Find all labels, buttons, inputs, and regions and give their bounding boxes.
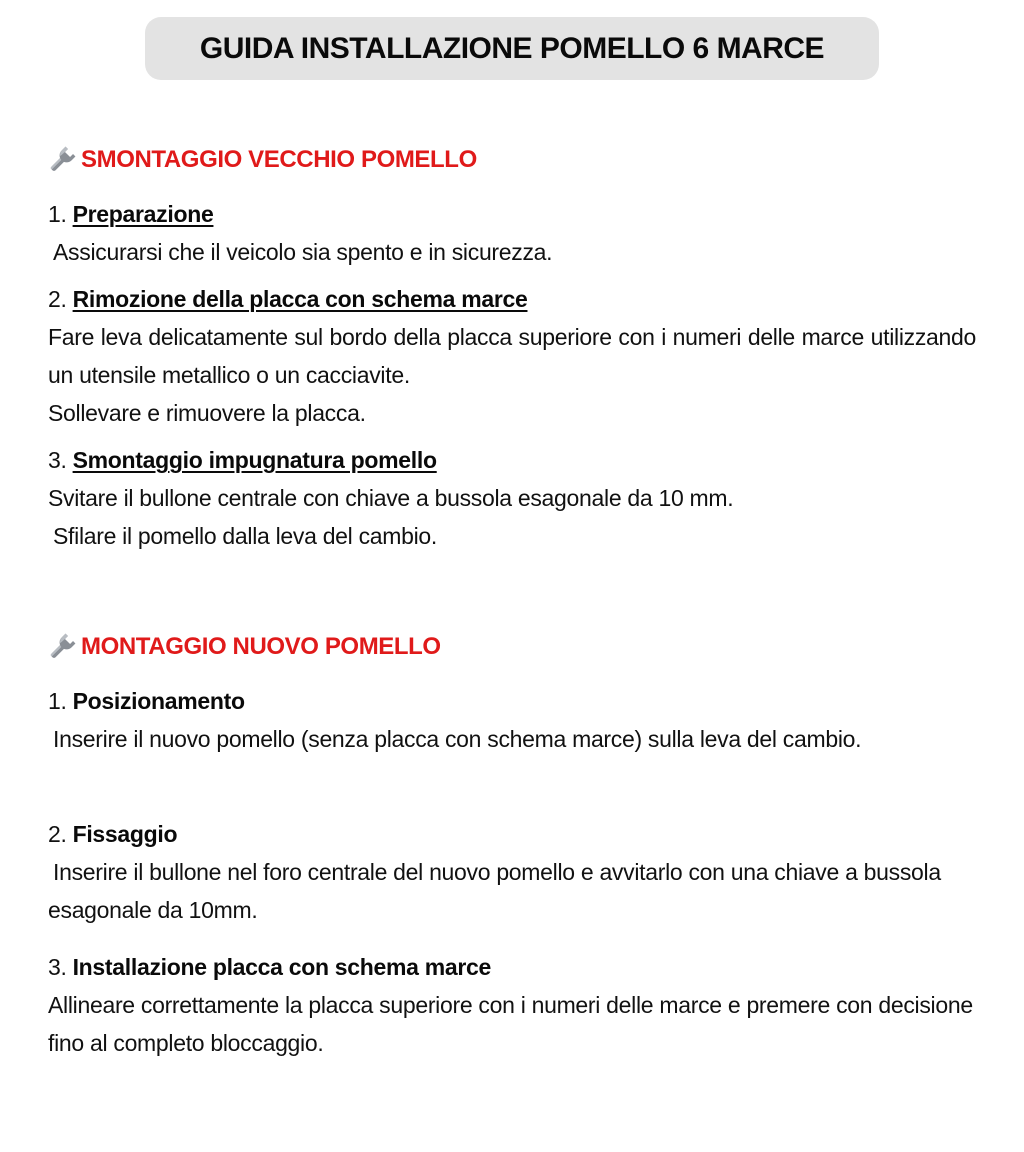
wrench-icon	[47, 632, 77, 662]
step-number: 2.	[48, 286, 67, 312]
step-posizionamento	[48, 682, 976, 758]
step-paragraph: Svitare il bullone centrale con chiave a bussola esagonale da 10 mm.	[48, 485, 734, 511]
step-paragraph: Assicurarsi che il veicolo sia spento e in sicurezza.	[53, 239, 553, 265]
step-rimozione-placca	[48, 280, 976, 432]
section-heading-text: SMONTAGGIO VECCHIO POMELLO	[81, 146, 477, 173]
step-paragraph: Sfilare il pomello dalla leva del cambio.	[53, 523, 438, 549]
step-fissaggio	[48, 815, 976, 929]
step-number: 3.	[48, 954, 67, 980]
step-paragraph: Sollevare e rimuovere la placca.	[48, 400, 366, 426]
step-paragraph: Inserire il bullone nel foro centrale del nuovo pomello e avvitarlo con una chiave a bussola esagonale da 10mm.	[48, 859, 941, 923]
step-paragraph: Fare leva delicatamente sul bordo della placca superiore con i numeri delle marce utilizzando un utensile metallico o un cacciavite.	[48, 324, 976, 388]
section-heading-montaggio	[47, 632, 441, 662]
step-installazione-placca	[48, 948, 976, 1062]
title-banner	[145, 17, 879, 80]
section-heading-text: MONTAGGIO NUOVO POMELLO	[81, 633, 441, 660]
step-number: 3.	[48, 447, 67, 473]
step-number: 1.	[48, 201, 67, 227]
step-title: Smontaggio impugnatura pomello	[72, 447, 437, 473]
wrench-icon	[47, 145, 77, 175]
step-number: 2.	[48, 821, 67, 847]
step-number: 1.	[48, 688, 67, 714]
step-title: Rimozione della placca con schema marce	[72, 286, 528, 312]
step-smontaggio-impugnatura	[48, 441, 976, 555]
step-paragraph: Allineare correttamente la placca superiore con i numeri delle marce e premere con decisione fino al completo bloccaggio.	[48, 992, 973, 1056]
step-title: Installazione placca con schema marce	[72, 954, 492, 980]
section-heading-smontaggio	[47, 145, 477, 175]
step-paragraph: Inserire il nuovo pomello (senza placca con schema marce) sulla leva del cambio.	[53, 726, 862, 752]
step-title: Fissaggio	[72, 821, 178, 847]
step-title: Posizionamento	[72, 688, 245, 714]
step-preparazione	[48, 195, 976, 271]
page-title: GUIDA INSTALLAZIONE POMELLO 6 MARCE	[199, 31, 825, 65]
step-title: Preparazione	[72, 201, 214, 227]
